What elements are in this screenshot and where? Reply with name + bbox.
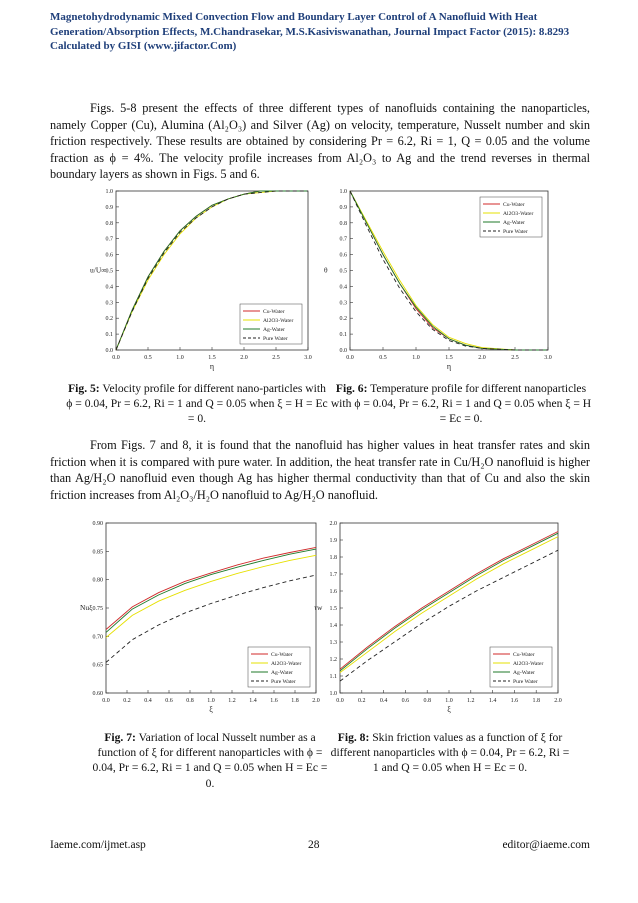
y-axis-label: θ: [324, 265, 328, 275]
y-tick-label: 0.60: [92, 691, 103, 697]
y-tick-label: 1.7: [329, 572, 337, 578]
series-line: [106, 555, 316, 637]
figure-7: [72, 515, 324, 723]
y-tick-label: 0.65: [92, 662, 103, 669]
header-line-3: Calculated by GISI (www.jifactor.Com): [50, 40, 237, 52]
x-tick-label: 0.0: [112, 355, 120, 361]
y-tick-label: 1.4: [329, 623, 337, 629]
y-tick-label: 0.3: [339, 300, 347, 307]
x-tick-label: 1.5: [445, 355, 453, 361]
legend-label: Cu-Water: [263, 309, 285, 315]
y-tick-label: 0.0: [105, 348, 113, 354]
caption-fig-8: [330, 730, 570, 776]
x-tick-label: 0.6: [165, 698, 173, 704]
y-tick-label: 0.7: [339, 236, 347, 243]
x-tick-label: 2.5: [511, 355, 519, 361]
header-line-2: Generation/Absorption Effects, M.Chandrasekar, M.S.Kasiviswanathan, Journal Impact Factor (2015): 8.8293: [50, 25, 570, 38]
x-tick-label: 2.0: [312, 698, 320, 704]
y-tick-label: 0.8: [339, 220, 347, 227]
figure-8: [306, 515, 568, 723]
legend-label: Al2O3-Water: [513, 661, 544, 667]
legend-label: Al2O3-Water: [503, 211, 534, 217]
caption-fig-7: [90, 730, 330, 791]
legend-label: Cu-Water: [503, 202, 525, 208]
y-axis-label: Nuξ: [80, 603, 93, 612]
y-tick-label: 0.9: [105, 204, 113, 211]
y-tick-label: 0.85: [92, 549, 103, 556]
x-tick-label: 1.0: [176, 355, 184, 361]
figure-6: [318, 183, 556, 380]
y-tick-label: 0.9: [339, 204, 347, 211]
x-tick-label: 0.0: [346, 355, 354, 361]
y-tick-label: 0.0: [339, 348, 347, 354]
x-tick-label: 2.0: [240, 355, 248, 361]
temperature-profile-chart: [318, 183, 556, 380]
caption-fig-8-label: Fig. 8:: [337, 731, 370, 744]
journal-header: [50, 10, 590, 54]
y-tick-label: 0.3: [105, 300, 113, 307]
legend-label: Ag-Water: [263, 327, 285, 333]
x-tick-label: 0.8: [186, 698, 194, 704]
x-tick-label: 1.2: [467, 698, 475, 704]
x-tick-label: 2.5: [272, 355, 280, 361]
legend-label: Al2O3-Water: [263, 318, 294, 324]
legend-label: Ag-Water: [271, 670, 293, 676]
velocity-profile-chart: [84, 183, 316, 380]
caption-fig-5: [66, 381, 328, 427]
caption-fig-6: [330, 381, 592, 427]
legend-label: Pure Water: [271, 679, 296, 685]
x-tick-label: 1.6: [270, 698, 278, 704]
y-axis-label: u/U∞: [90, 265, 107, 275]
paragraph-1: Figs. 5-8 present the effects of three different types of nanofluids containing the nanoparticles, namely Copper (Cu), Alumina (Al₂O₃) and Silver (Ag) on velocity, temperature, Nusselt number and skin friction respectively. These results are obtained by considering Pr = 6.2, Ri = 1, Q = 0.05 and the volume fraction as ϕ = 4%. The velocity profile increases from Al₂O₃ to Ag and the trend reverses in thermal boundary layers as shown in Figs. 5 and 6.: [50, 101, 590, 181]
x-tick-label: 3.0: [544, 355, 552, 361]
y-tick-label: 2.0: [329, 521, 337, 527]
y-tick-label: 0.80: [92, 577, 103, 584]
y-tick-label: 0.7: [105, 236, 113, 243]
legend-label: Pure Water: [263, 336, 288, 342]
caption-fig-6-text: Temperature profile for different nanoparticles with ϕ = 0.04, Pr = 6.2, Ri = 1 and Q = 0.05 when ξ = H = Ec = 0.: [330, 382, 592, 426]
caption-fig-5-text: Velocity profile for different nano-particles with ϕ = 0.04, Pr = 6.2, Ri = 1 and Q = 0.05 when ξ = H = Ec = 0.: [66, 382, 328, 426]
x-tick-label: 1.8: [291, 698, 299, 704]
y-tick-label: 0.4: [105, 284, 113, 291]
y-tick-label: 1.8: [329, 555, 337, 561]
legend-label: Pure Water: [503, 229, 528, 235]
x-tick-label: 1.8: [532, 698, 540, 704]
nusselt-number-chart: [72, 515, 324, 723]
x-tick-label: 0.0: [102, 698, 110, 704]
x-tick-label: 1.0: [445, 698, 453, 704]
y-tick-label: 0.5: [339, 268, 347, 275]
y-tick-label: 0.2: [339, 316, 347, 323]
y-tick-label: 0.1: [339, 332, 347, 339]
y-tick-label: 1.1: [329, 674, 337, 680]
x-tick-label: 2.0: [554, 698, 562, 704]
series-line: [106, 547, 316, 629]
x-tick-label: 0.6: [401, 698, 410, 704]
figure-5: [84, 183, 316, 380]
legend-label: Ag-Water: [513, 670, 535, 676]
x-tick-label: 1.4: [488, 698, 497, 704]
legend-label: Ag-Water: [503, 220, 525, 226]
y-tick-label: 0.75: [92, 606, 103, 612]
x-axis-label: η: [446, 362, 452, 371]
caption-fig-5-label: Fig. 5:: [68, 382, 100, 395]
y-tick-label: 1.6: [329, 589, 337, 595]
x-tick-label: 2.0: [478, 355, 486, 361]
x-tick-label: 0.0: [336, 698, 344, 704]
x-tick-label: 0.5: [144, 355, 152, 361]
y-tick-label: 0.8: [105, 220, 113, 227]
paragraph-2: From Figs. 7 and 8, it is found that the nanofluid has higher values in heat transfer rates and skin friction when it is compared with pure water. In addition, the heat transfer rate in Cu/H₂O nanofluid is higher than Ag/H₂O nanofluid even though Ag has higher thermal conductivity than that of Cu and also the skin friction increases from Al₂O₃/H₂O nanofluid to Ag/H₂O nanofluid.: [50, 438, 590, 502]
page-number: 28: [308, 839, 320, 851]
y-tick-label: 0.1: [105, 332, 113, 339]
y-axis-label: τw: [314, 603, 323, 612]
y-tick-label: 0.5: [105, 268, 113, 275]
caption-fig-6-label: Fig. 6:: [335, 382, 368, 395]
x-tick-label: 1.5: [208, 355, 216, 361]
x-axis-label: η: [209, 362, 215, 371]
x-tick-label: 1.2: [228, 698, 236, 704]
y-tick-label: 0.4: [339, 284, 347, 291]
y-tick-label: 1.0: [339, 189, 347, 195]
skin-friction-chart: [306, 515, 568, 723]
legend-label: Al2O3-Water: [271, 661, 302, 667]
y-tick-label: 1.0: [105, 189, 113, 195]
y-tick-label: 0.2: [105, 316, 113, 323]
y-tick-label: 1.2: [329, 657, 337, 663]
x-tick-label: 0.2: [358, 698, 366, 704]
y-tick-label: 0.6: [105, 252, 113, 259]
caption-fig-7-text: Variation of local Nusselt number as a function of ξ for different nanoparticles with ϕ = 0.04, Pr = 6.2, Ri = 1 and Q = 0.05 when H = Ec = 0.: [92, 731, 328, 790]
caption-fig-7-label: Fig. 7:: [104, 731, 136, 744]
x-tick-label: 1.0: [412, 355, 420, 361]
x-axis-label: ξ: [447, 705, 451, 714]
header-line-1: Magnetohydrodynamic Mixed Convection Flow and Boundary Layer Control of A Nanofluid With Heat: [50, 11, 538, 23]
x-tick-label: 0.4: [144, 698, 152, 704]
y-tick-label: 1.3: [329, 640, 337, 646]
x-tick-label: 0.5: [379, 355, 387, 361]
y-tick-label: 1.5: [329, 606, 337, 612]
x-tick-label: 0.2: [123, 698, 131, 704]
y-tick-label: 0.6: [339, 252, 347, 259]
footer-right: editor@iaeme.com: [502, 839, 590, 851]
y-tick-label: 0.70: [92, 634, 103, 641]
caption-fig-8-text: Skin friction values as a function of ξ for different nanoparticles with ϕ = 0.04, Pr = 6.2, Ri = 1 and Q = 0.05 when H = Ec = 0.: [330, 731, 570, 775]
legend-label: Pure Water: [513, 679, 538, 685]
footer-left: Iaeme.com/ijmet.asp: [50, 839, 146, 851]
x-tick-label: 1.4: [249, 698, 257, 704]
x-tick-label: 0.4: [379, 698, 388, 704]
y-tick-label: 1.0: [329, 691, 337, 697]
legend-label: Cu-Water: [271, 652, 293, 658]
x-tick-label: 1.0: [207, 698, 215, 704]
x-tick-label: 3.0: [304, 355, 312, 361]
y-tick-label: 1.9: [329, 538, 337, 544]
y-tick-label: 0.90: [92, 521, 103, 527]
x-tick-label: 1.6: [510, 698, 519, 704]
x-tick-label: 0.8: [423, 698, 431, 704]
x-axis-label: ξ: [209, 705, 213, 714]
legend-label: Cu-Water: [513, 652, 535, 658]
